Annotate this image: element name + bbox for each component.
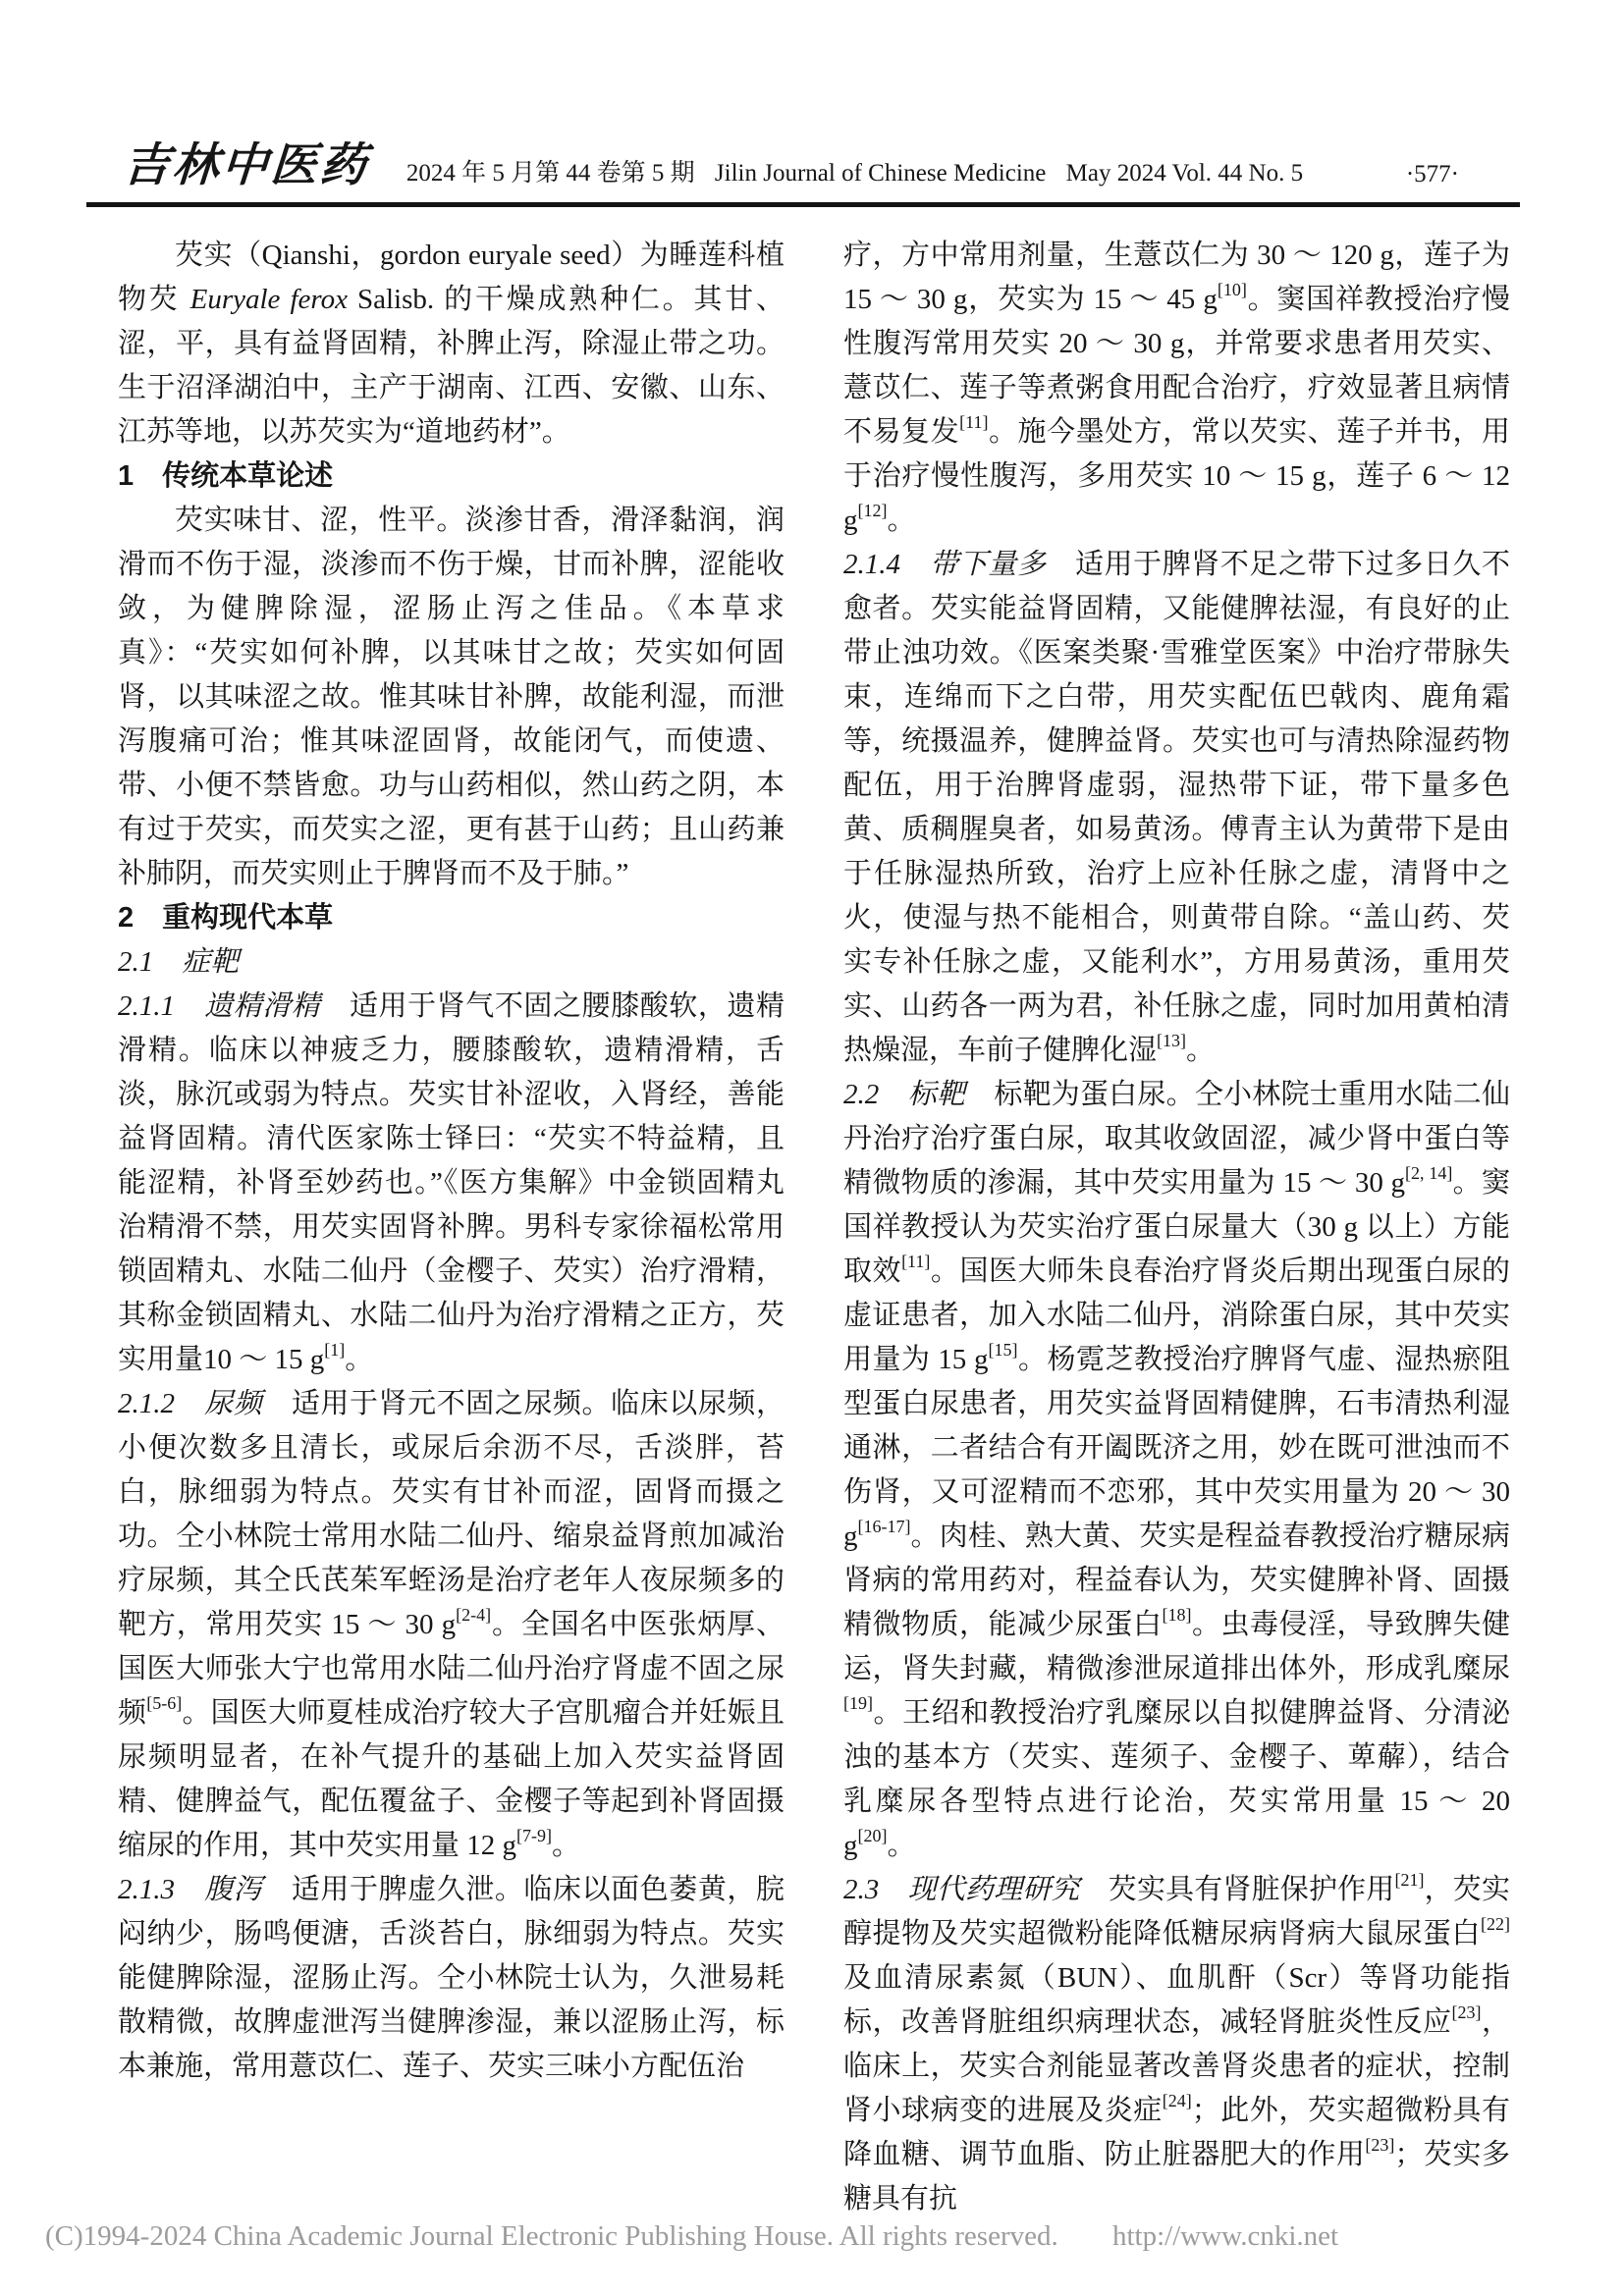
reference-superscript: [18] — [1162, 1605, 1192, 1625]
paragraph: 2.1.3 腹泻 适用于脾虚久泄。临床以面色萎黄，脘闷纳少，肠鸣便溏，舌淡苔白，脉细弱为特点。芡实能健脾除湿，涩肠止泻。仝小林院士认为，久泄易耗散精微，故脾虚泄泻当健脾渗湿，兼以涩肠止泻，标本兼施，常用薏苡仁、莲子、芡实三味小方配伍治 — [118, 1874, 785, 2082]
journal-name-en: Jilin Journal of Chinese Medicine — [714, 160, 1047, 187]
footer-copyright: (C)1994-2024 China Academic Journal Electronic Publishing House. All rights reserved. — [45, 2220, 1058, 2252]
paragraph: 2.3 现代药理研究 芡实具有肾脏保护作用[21]，芡实醇提物及芡实超微粉能降低糖尿病肾病大鼠尿蛋白[22]及血清尿素氮（BUN）、血肌酐（Scr）等肾功能指标，改善肾脏组织病理状态，减轻肾脏炎性反应[23]，临床上，芡实合剂能显著改善肾炎患者的症状，控制肾小球病变的进展及炎症[24]；此外，芡实超微粉具有降血糖、调节血脂、防止脏器肥大的作用[23]；芡实多糖具有抗 — [843, 1870, 1510, 2215]
paragraph: 2.2 标靶 标靶为蛋白尿。仝小林院士重用水陆二仙丹治疗治疗蛋白尿，取其收敛固涩，减少肾中蛋白等精微物质的渗漏，其中芡实用量为 15 ～ 30 g[2, 14]。窦国祥教授认为芡实治疗蛋白尿量大（30 g 以上）方能取效[11]。国医大师朱良春治疗肾炎后期出现蛋白尿的虚证患者，加入水陆二仙丹，消除蛋白尿，其中芡实用量为 15 g[15]。杨霓芝教授治疗脾肾气虚、湿热瘀阻型蛋白尿患者，用芡实益肾固精健脾，石韦清热利湿通淋，二者结合有开阖既济之用，妙在既可泄浊而不伤肾，又可涩精而不恋邪，其中芡实用量为 20 ～ 30 g[16-17]。肉桂、熟大黄、芡实是程益春教授治疗糖尿病肾病的常用药对，程益春认为，芡实健脾补肾、固摄精微物质，能减少尿蛋白[18]。虫毒侵淫，导致脾失健运，肾失封藏，精微渗泄尿道排出体外，形成乳糜尿[19]。王绍和教授治疗乳糜尿以自拟健脾益肾、分清泌浊的基本方（芡实、莲须子、金樱子、萆薢），结合乳糜尿各型特点进行论治，芡实常用量 15 ～ 20 g[20]。 — [843, 1079, 1510, 1861]
paragraph: 疗，方中常用剂量，生薏苡仁为 30 ～ 120 g，莲子为15 ～ 30 g，芡实为 15 ～ 45 g[10]。窦国祥教授治疗慢性腹泻常用芡实 20 ～ 30 g，并常要求患者用芡实、薏苡仁、莲子等煮粥食用配合治疗，疗效显著且病情不易复发[11]。施今墨处方，常以芡实、莲子并书，用于治疗慢性腹泻，多用芡实 10 ～ 15 g，莲子 6 ～ 12 g[12]。 — [843, 240, 1510, 536]
reference-superscript: [24] — [1162, 2091, 1192, 2110]
section-heading: 2 重构现代本草 — [118, 902, 334, 934]
reference-superscript: [15] — [988, 1340, 1018, 1360]
subsection-lead: 2.1.3 腹泻 — [118, 1874, 263, 1905]
page-footer — [45, 2220, 1338, 2253]
reference-superscript: [21] — [1394, 1870, 1425, 1890]
footer-url: http://www.cnki.net — [1111, 2220, 1339, 2252]
reference-superscript: [10] — [1217, 280, 1247, 299]
subsection-lead: 2.1.2 尿频 — [118, 1388, 263, 1419]
page-number: ·577· — [1405, 161, 1459, 187]
left-column — [118, 234, 785, 2221]
reference-superscript: [5-6] — [146, 1693, 183, 1713]
subsection-lead: 2.3 现代药理研究 — [843, 1874, 1080, 1905]
reference-superscript: [16-17] — [857, 1517, 911, 1536]
reference-superscript: [11] — [901, 1252, 931, 1271]
reference-superscript: [19] — [843, 1693, 873, 1713]
issue-info-en: May 2024 Vol. 44 No. 5 — [1065, 160, 1304, 187]
latin-species-name: Euryale ferox — [189, 284, 348, 315]
right-column — [843, 234, 1510, 2221]
article-body — [118, 234, 1510, 2221]
reference-superscript: [2-4] — [456, 1605, 492, 1625]
reference-superscript: [1] — [324, 1340, 346, 1360]
subsection-lead: 2.2 标靶 — [843, 1079, 966, 1110]
reference-superscript: [2, 14] — [1405, 1163, 1453, 1183]
reference-superscript: [22] — [1481, 1914, 1510, 1934]
reference-superscript: [23] — [1451, 2002, 1482, 2022]
reference-superscript: [20] — [857, 1826, 888, 1845]
paragraph: 2.1.1 遗精滑精 适用于肾气不固之腰膝酸软，遗精滑精。临床以神疲乏力，腰膝酸软，遗精滑精，舌淡，脉沉或弱为特点。芡实甘补涩收，入肾经，善能益肾固精。清代医家陈士铎曰：“芡实不特益精，且能涩精，补肾至妙药也。”《医方集解》中金锁固精丸治精滑不禁，用芡实固肾补脾。男科专家徐福松常用锁固精丸、水陆二仙丹（金樱子、芡实）治疗滑精，其称金锁固精丸、水陆二仙丹为治疗滑精之正方，芡实用量10 ～ 15 g[1]。 — [118, 990, 785, 1375]
issue-info-cn: 2024 年 5 月第 44 卷第 5 期 — [406, 160, 695, 187]
reference-superscript: [13] — [1157, 1031, 1187, 1050]
reference-superscript: [11] — [959, 412, 989, 432]
subsection-lead: 2.1.4 带下量多 — [843, 549, 1047, 580]
paragraph: 2.1.4 带下量多 适用于脾肾不足之带下过多日久不愈者。芡实能益肾固精，又能健脾祛湿，有良好的止带止浊功效。《医案类聚·雪雅堂医案》中治疗带脉失束，连绵而下之白带，用芡实配伍巴戟肉、鹿角霜等，统摄温养，健脾益肾。芡实也可与清热除湿药物配伍，用于治脾肾虚弱，湿热带下证，带下量多色黄、质稠腥臭者，如易黄汤。傅青主认为黄带下是由于任脉湿热所致，治疗上应补任脉之虚，清肾中之火，使湿与热不能相合，则黄带自除。“盖山药、芡实专补任脉之虚，又能利水”，方用易黄汤，重用芡实、山药各一两为君，补任脉之虚，同时加用黄柏清热燥湿，车前子健脾化湿[13]。 — [843, 549, 1510, 1066]
reference-superscript: [7-9] — [516, 1826, 552, 1845]
reference-superscript: [12] — [857, 501, 888, 520]
journal-logo: 吉林中医药 — [121, 140, 371, 191]
paragraph: 2.1.2 尿频 适用于肾元不固之尿频。临床以尿频，小便次数多且清长，或尿后余沥不尽，舌淡胖，苔白，脉细弱为特点。芡实有甘补而涩，固肾而摄之功。仝小林院士常用水陆二仙丹、缩泉益肾煎加减治疗尿频，其仝氏芪茱军蛭汤是治疗老年人夜尿频多的靶方，常用芡实 15 ～ 30 g[2-4]。全国名中医张炳厚、国医大师张大宁也常用水陆二仙丹治疗肾虚不固之尿频[5-6]。国医大师夏桂成治疗较大子宫肌瘤合并妊娠且尿频明显者，在补气提升的基础上加入芡实益肾固精、健脾益气，配伍覆盆子、金樱子等起到补肾固摄缩尿的作用，其中芡实用量 12 g[7-9]。 — [118, 1388, 785, 1861]
header-issue-info — [337, 153, 1373, 188]
subsection-heading: 2.1 症靶 — [118, 946, 240, 978]
section-heading: 1 传统本草论述 — [118, 460, 334, 492]
paragraph: 芡实味甘、涩，性平。淡渗甘香，滑泽黏润，润滑而不伤于湿，淡渗而不伤于燥，甘而补脾，涩能收敛，为健脾除湿，涩肠止泻之佳品。《本草求真》：“芡实如何补脾，以其味甘之故；芡实如何固肾，以其味涩之故。惟其味甘补脾，故能利湿，而泄泻腹痛可治；惟其味涩固肾，故能闭气，而使遗、带、小便不禁皆愈。功与山药相似，然山药之阴，本有过于芡实，而芡实之涩，更有甚于山药；且山药兼补肺阴，而芡实则止于脾肾而不及于肺。” — [118, 505, 785, 889]
reference-superscript: [23] — [1365, 2135, 1395, 2155]
subsection-lead: 2.1.1 遗精滑精 — [118, 990, 321, 1022]
paragraph: 芡实（Qianshi，gordon euryale seed）为睡莲科植物芡 Euryale ferox Salisb. 的干燥成熟种仁。其甘、涩，平，具有益肾固精，补脾止泻，除湿止带之功。生于沼泽湖泊中，主产于湖南、江西、安徽、山东、江苏等地，以苏芡实为“道地药材”。 — [118, 240, 785, 448]
page-header — [86, 140, 1520, 207]
